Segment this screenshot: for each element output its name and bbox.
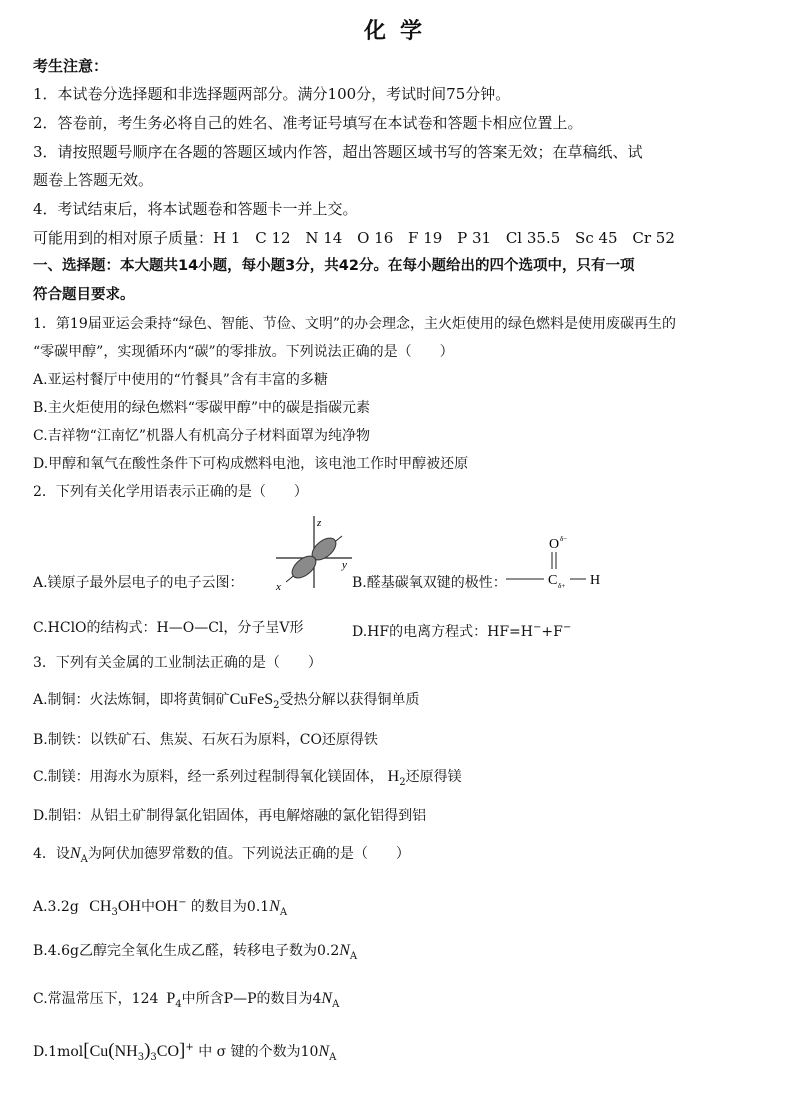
atomic-mass: O 16 [357,229,394,247]
notice-item-3-cont: 题卷上答题无效。 [33,171,154,189]
q3-option-c: C.制镁：用海水为原料，经一系列过程制得氧化镁固体， $H_2$还原得镁 [33,768,462,788]
axis-label-x: x [276,581,281,592]
atomic-masses-line [33,228,675,248]
q3-option-a: A.制铜：火法炼铜，即将黄铜矿CuFeS$_2$受热分解以获得铜单质 [33,691,420,711]
q1-stem-1: 1．第19届亚运会秉持“绿色、智能、节俭、文明”的办会理念，主火炬使用的绿色燃料是使用废碳再生的 [33,316,677,332]
atomic-mass: Cr 52 [632,229,675,247]
atomic-mass: C 12 [255,229,291,247]
section-heading-1: 一、选择题：本大题共14小题，每小题3分，共42分。在每小题给出的四个选项中，只有一项 [33,258,635,274]
carbon-atom: C [548,573,558,588]
q1-option-b: B.主火炬使用的绿色燃料“零碳甲醇”中的碳是指碳元素 [33,400,371,416]
q3-option-b: B.制铁：以铁矿石、焦炭、石灰石为原料，CO还原得铁 [33,732,378,748]
q2-stem: 2．下列有关化学用语表示正确的是（ ） [33,484,308,500]
carbon-partial-charge: δ+ [558,582,566,590]
atomic-mass: N 14 [305,229,343,247]
electron-cloud-figure [272,512,356,592]
q4-stem: 4．设$N_A$为阿伏加德罗常数的值。下列说法正确的是（ ） [33,845,410,865]
atomic-mass: Sc 45 [575,229,618,247]
notice-item-3: 3．请按照题号顺序在各题的答题区域内作答，超出答题区域书写的答案无效；在草稿纸、试 [33,143,643,161]
q1-option-a: A.亚运村餐厅中使用的“竹餐具”含有丰富的多糖 [33,372,328,388]
hydrogen-atom: H [590,573,601,588]
q3-option-d: D.制铝：从铝土矿制得氯化铝固体，再电解熔融的氯化铝得到铝 [33,808,427,824]
q4-option-d: $D.1mol[Cu(NH_3)_3CO]^+$ 中 σ 键的个数为$10N_A$ [33,1040,337,1063]
notice-item-4: 4．考试结束后，将本试题卷和答题卡一并上交。 [33,200,358,218]
page-title: 化学 [363,19,436,44]
q4-option-b: B.4.6g乙醇完全氧化生成乙醛，转移电子数为$0.2N_A$ [33,942,358,962]
atomic-mass: H 1 [213,229,241,247]
oxygen-partial-charge: δ− [560,535,568,543]
q4-option-a: A.3.2g $CH_3OH$中OH− 的数目为$0.1N_A$ [33,897,288,918]
atomic-mass: F 19 [408,229,443,247]
axis-label-z: z [317,517,322,529]
axis-label-y: y [342,559,347,571]
oxygen-atom: O [549,537,560,552]
atomic-mass: P 31 [457,229,492,247]
q1-option-c: C.吉祥物“江南忆”机器人有机高分子材料面罩为纯净物 [33,428,370,444]
notice-item-1: 1．本试卷分选择题和非选择题两部分。满分100分，考试时间75分钟。 [33,85,511,103]
notice-item-2: 2．答卷前，考生务必将自己的姓名、准考证号填写在本试卷和答题卡相应位置上。 [33,114,583,132]
q2-option-d: D.HF的电离方程式：HF=H−+F− [352,622,572,640]
q3-stem: 3．下列有关金属的工业制法正确的是（ ） [33,655,322,671]
q2-option-b: B.醛基碳氧双键的极性： [352,575,507,591]
section-heading-2: 符合题目要求。 [33,287,135,303]
atomic-mass: Cl 35.5 [505,229,561,247]
notice-heading: 考生注意： [33,57,109,75]
q2-option-a: A.镁原子最外层电子的电子云图： [33,575,244,591]
aldehyde-polarity-figure [500,532,610,592]
q1-option-d: D.甲醇和氧气在酸性条件下可构成燃料电池，该电池工作时甲醇被还原 [33,456,469,472]
atomic-masses-label: 可能用到的相对原子质量： [33,229,214,247]
q1-stem-2: “零碳甲醇”，实现循环内“碳”的零排放。下列说法正确的是（ ） [33,344,454,360]
q2-option-c: C.HClO的结构式：H—O—Cl，分子呈V形 [33,620,304,636]
q4-option-c: C.常温常压下，124 $P_4$中所含P—P的数目为$4N_A$ [33,990,340,1010]
